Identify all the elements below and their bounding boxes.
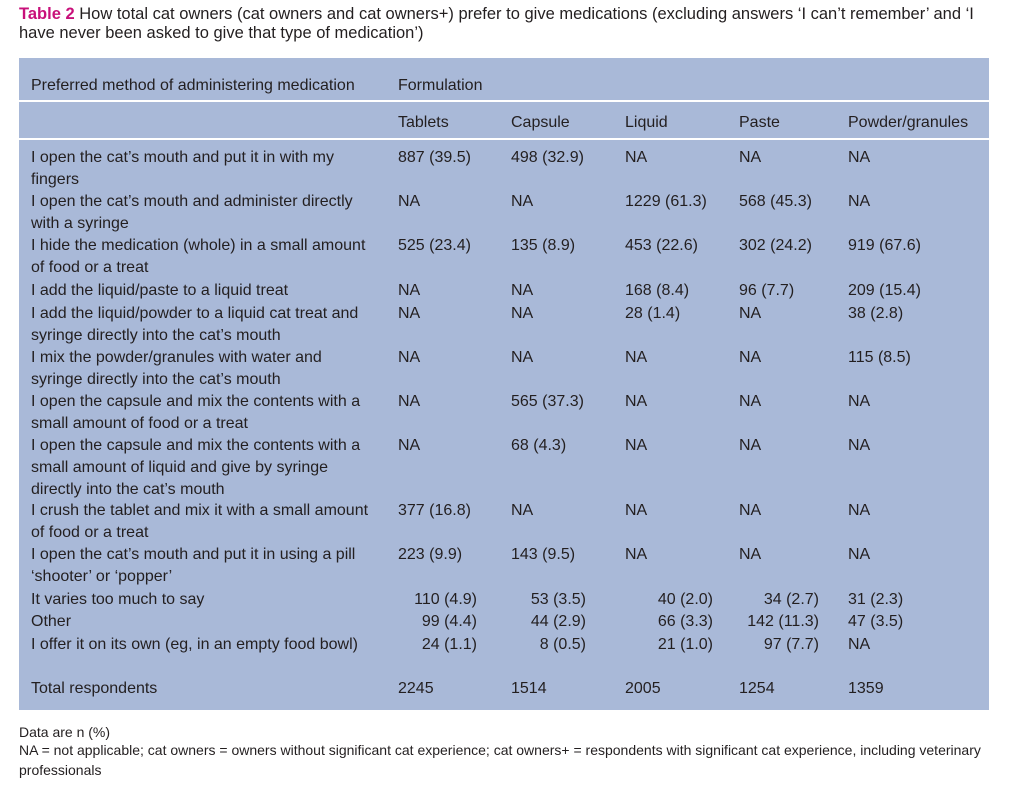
table-cell: NA	[848, 502, 871, 519]
row-method-label: I mix the powder/granules with water and syringe directly into the cat’s mouth	[31, 349, 322, 388]
table-cell: 47 (3.5)	[848, 613, 904, 630]
row-method-label: I open the capsule and mix the contents with a small amount of liquid and give by syringe directly into the cat’s mouth	[31, 437, 361, 498]
table-cell: 209 (15.4)	[848, 282, 921, 299]
column-header-paste: Paste	[739, 114, 780, 131]
table-cell: NA	[739, 546, 762, 563]
table-cell: 498 (32.9)	[511, 149, 584, 166]
table-cell: NA	[398, 349, 421, 366]
table-cell: NA	[625, 502, 648, 519]
row-method-label: I open the cat’s mouth and put it in with my fingers	[31, 149, 334, 188]
table-cell: 110 (4.9)	[414, 591, 477, 608]
column-header-liquid: Liquid	[625, 114, 668, 131]
table-cell: 565 (37.3)	[511, 393, 584, 410]
table-cell: 377 (16.8)	[398, 502, 471, 519]
table-cell: NA	[739, 502, 762, 519]
table-cell: NA	[848, 393, 871, 410]
table-cell: 568 (45.3)	[739, 193, 812, 210]
table-cell: NA	[625, 437, 648, 454]
table-cell: 40 (2.0)	[657, 591, 713, 608]
table-cell: NA	[511, 193, 534, 210]
table-cell: 21 (1.0)	[657, 636, 713, 653]
column-header-capsule: Capsule	[511, 114, 570, 131]
table-cell: 919 (67.6)	[848, 237, 921, 254]
total-cell: 1359	[848, 680, 884, 697]
table-caption	[19, 5, 1009, 43]
table-cell: NA	[848, 193, 871, 210]
table-cell: NA	[398, 282, 421, 299]
table-cell: 887 (39.5)	[398, 149, 471, 166]
row-method-label: It varies too much to say	[31, 591, 205, 608]
total-cell: 2005	[625, 680, 661, 697]
method-column-header: Preferred method of administering medication	[31, 77, 355, 94]
table-cell: 453 (22.6)	[625, 237, 698, 254]
total-respondents-label: Total respondents	[31, 680, 158, 697]
table-cell: 34 (2.7)	[763, 591, 819, 608]
table-cell: 302 (24.2)	[739, 237, 812, 254]
table-cell: 8 (0.5)	[539, 636, 586, 653]
table-cell: NA	[848, 636, 871, 653]
table-label: Table 2	[19, 5, 75, 23]
table-cell: 68 (4.3)	[511, 437, 567, 454]
table-cell: 97 (7.7)	[763, 636, 819, 653]
table-cell: NA	[511, 282, 534, 299]
table-cell: 96 (7.7)	[739, 282, 795, 299]
row-method-label: I open the capsule and mix the contents with a small amount of food or a treat	[31, 393, 361, 432]
table-cell: NA	[511, 349, 534, 366]
row-method-label: I add the liquid/powder to a liquid cat treat and syringe directly into the cat’s mouth	[31, 305, 359, 344]
column-header-tablets: Tablets	[398, 114, 449, 131]
table-cell: 525 (23.4)	[398, 237, 471, 254]
table-cell: 143 (9.5)	[511, 546, 576, 563]
row-method-label: I offer it on its own (eg, in an empty food bowl)	[31, 636, 358, 653]
total-cell: 2245	[398, 680, 434, 697]
total-cell: 1254	[739, 680, 775, 697]
table-cell: NA	[511, 502, 534, 519]
table-cell: 44 (2.9)	[530, 613, 586, 630]
table-panel	[19, 58, 989, 710]
row-method-label: I hide the medication (whole) in a small amount of food or a treat	[31, 237, 366, 276]
table-cell: NA	[398, 437, 421, 454]
table-cell: 168 (8.4)	[625, 282, 690, 299]
table-cell: NA	[511, 305, 534, 322]
table-cell: 28 (1.4)	[625, 305, 681, 322]
row-method-label: I crush the tablet and mix it with a small amount of food or a treat	[31, 502, 369, 541]
table-cell: NA	[625, 546, 648, 563]
table-cell: NA	[398, 193, 421, 210]
table-cell: 53 (3.5)	[530, 591, 586, 608]
table-cell: 135 (8.9)	[511, 237, 576, 254]
table-cell: NA	[739, 393, 762, 410]
table-cell: NA	[398, 393, 421, 410]
header-divider-bottom	[19, 138, 989, 140]
table-cell: 38 (2.8)	[848, 305, 904, 322]
table-cell: NA	[848, 149, 871, 166]
row-method-label: Other	[31, 613, 72, 630]
header-divider-top	[19, 100, 989, 102]
formulation-header: Formulation	[398, 77, 483, 94]
table-cell: 142 (11.3)	[747, 613, 819, 630]
table-cell: NA	[848, 437, 871, 454]
column-header-powder: Powder/granules	[848, 114, 969, 131]
table-cell: 31 (2.3)	[848, 591, 904, 608]
table-cell: NA	[625, 349, 648, 366]
table-cell: NA	[739, 149, 762, 166]
caption-text: How total cat owners (cat owners and cat owners+) prefer to give medications (excluding answers ‘I can’t remember’ and ‘I have never been asked to give that type of medication’)	[19, 5, 974, 42]
table-cell: NA	[625, 393, 648, 410]
table-cell: NA	[739, 437, 762, 454]
table-cell: 1229 (61.3)	[625, 193, 707, 210]
table-cell: NA	[739, 349, 762, 366]
footnote-abbreviations: NA = not applicable; cat owners = owners without significant cat experience; cat owners+ = respondents with significant cat experience, including veterinary professionals	[19, 742, 981, 778]
total-cell: 1514	[511, 680, 547, 697]
table-cell: 115 (8.5)	[848, 349, 911, 366]
table-cell: NA	[848, 546, 871, 563]
table-cell: 99 (4.4)	[421, 613, 477, 630]
table-cell: 24 (1.1)	[421, 636, 477, 653]
row-method-label: I open the cat’s mouth and put it in using a pill ‘shooter’ or ‘popper’	[31, 546, 356, 585]
footnote-data-format: Data are n (%)	[19, 724, 111, 740]
row-method-label: I open the cat’s mouth and administer directly with a syringe	[31, 193, 353, 232]
row-method-label: I add the liquid/paste to a liquid treat	[31, 282, 289, 299]
table-cell: NA	[398, 305, 421, 322]
table-cell: NA	[625, 149, 648, 166]
table-cell: 223 (9.9)	[398, 546, 463, 563]
table-cell: NA	[739, 305, 762, 322]
table-cell: 66 (3.3)	[657, 613, 713, 630]
